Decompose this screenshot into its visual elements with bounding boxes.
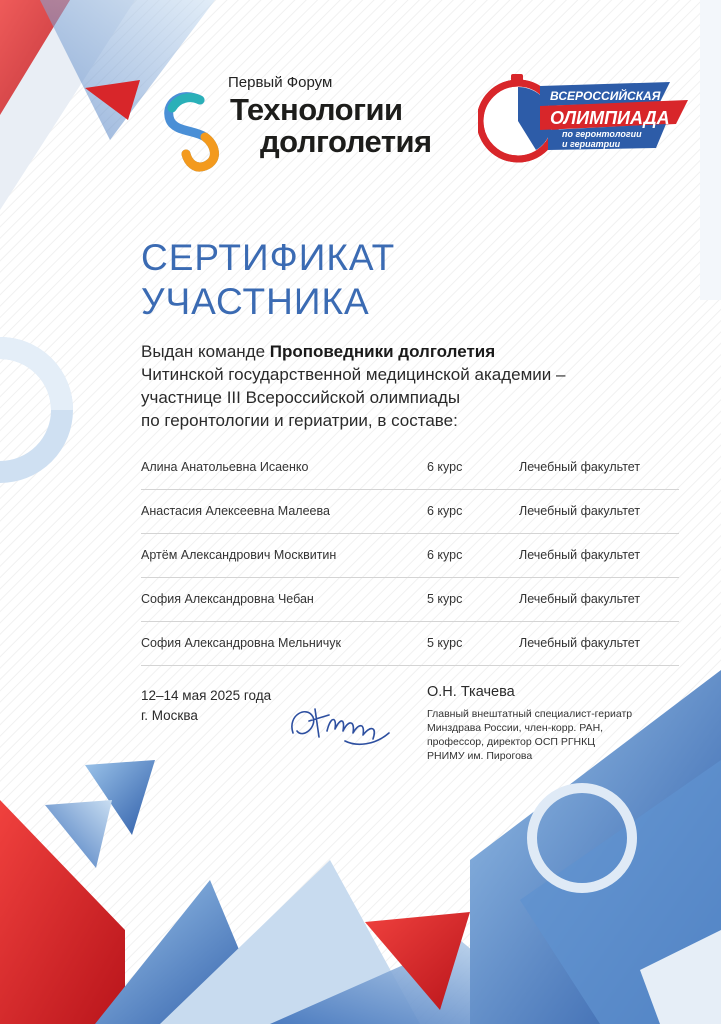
members-list — [141, 446, 679, 666]
member-row — [141, 622, 679, 666]
olympiad-line4: и гериатрии — [562, 139, 621, 149]
member-row — [141, 446, 679, 490]
issued-to-prefix: Выдан команде — [141, 342, 270, 361]
member-course: 6 курс — [427, 504, 463, 518]
olympiad-line1: ВСЕРОССИЙСКАЯ — [550, 89, 661, 103]
issued-to-line2: Читинской государственной медицинской академии – — [141, 365, 566, 384]
member-course: 5 курс — [427, 592, 463, 606]
member-course: 5 курс — [427, 636, 463, 650]
signer-name: О.Н. Ткачева — [427, 684, 515, 700]
signer-title-line3: профессор, директор ОСП РГНКЦ — [427, 736, 596, 748]
event-info — [141, 686, 271, 726]
issued-to-text — [141, 340, 661, 432]
olympiad-line3: по геронтологии — [562, 129, 642, 139]
team-name: Проповедники долголетия — [269, 342, 496, 361]
forum-logo-top-text: Первый Форум — [228, 74, 333, 91]
signature-image — [285, 693, 395, 753]
certificate-title — [141, 236, 395, 324]
member-course: 6 курс — [427, 460, 463, 474]
member-name: Анастасия Алексеевна Малеева — [141, 504, 330, 518]
olympiad-logo — [478, 72, 698, 167]
member-faculty: Лечебный факультет — [519, 636, 641, 650]
member-name: Артём Александрович Москвитин — [141, 548, 337, 562]
certificate-title-line2: УЧАСТНИКА — [141, 281, 370, 322]
olympiad-line2: ОЛИМПИАДА — [550, 108, 670, 128]
member-row — [141, 490, 679, 534]
member-name: София Александровна Мельничук — [141, 636, 341, 650]
member-faculty: Лечебный факультет — [519, 504, 641, 518]
forum-logo-line2: долголетия — [260, 124, 432, 159]
member-row — [141, 578, 679, 622]
signer-title-line2: Минздрава России, член-корр. РАН, — [427, 722, 604, 734]
member-faculty: Лечебный факультет — [519, 460, 641, 474]
issued-to-line4: по геронтологии и гериатрии, в составе: — [141, 411, 458, 430]
forum-logo — [160, 72, 460, 182]
member-faculty: Лечебный факультет — [519, 592, 641, 606]
signer-title-line4: РНИМУ им. Пирогова — [427, 750, 533, 762]
member-course: 6 курс — [427, 548, 463, 562]
member-name: Алина Анатольевна Исаенко — [141, 460, 309, 474]
issued-to-line3: участнице III Всероссийской олимпиады — [141, 388, 461, 407]
certificate-title-line1: СЕРТИФИКАТ — [141, 237, 396, 278]
event-city: г. Москва — [141, 708, 198, 723]
signer-title — [427, 707, 667, 763]
event-dates: 12–14 мая 2025 года — [141, 688, 272, 703]
member-faculty: Лечебный факультет — [519, 548, 641, 562]
member-row — [141, 534, 679, 578]
member-name: София Александровна Чебан — [141, 592, 314, 606]
signer-title-line1: Главный внештатный специалист-гериатр — [427, 708, 633, 720]
forum-logo-line1: Технологии — [230, 92, 403, 127]
